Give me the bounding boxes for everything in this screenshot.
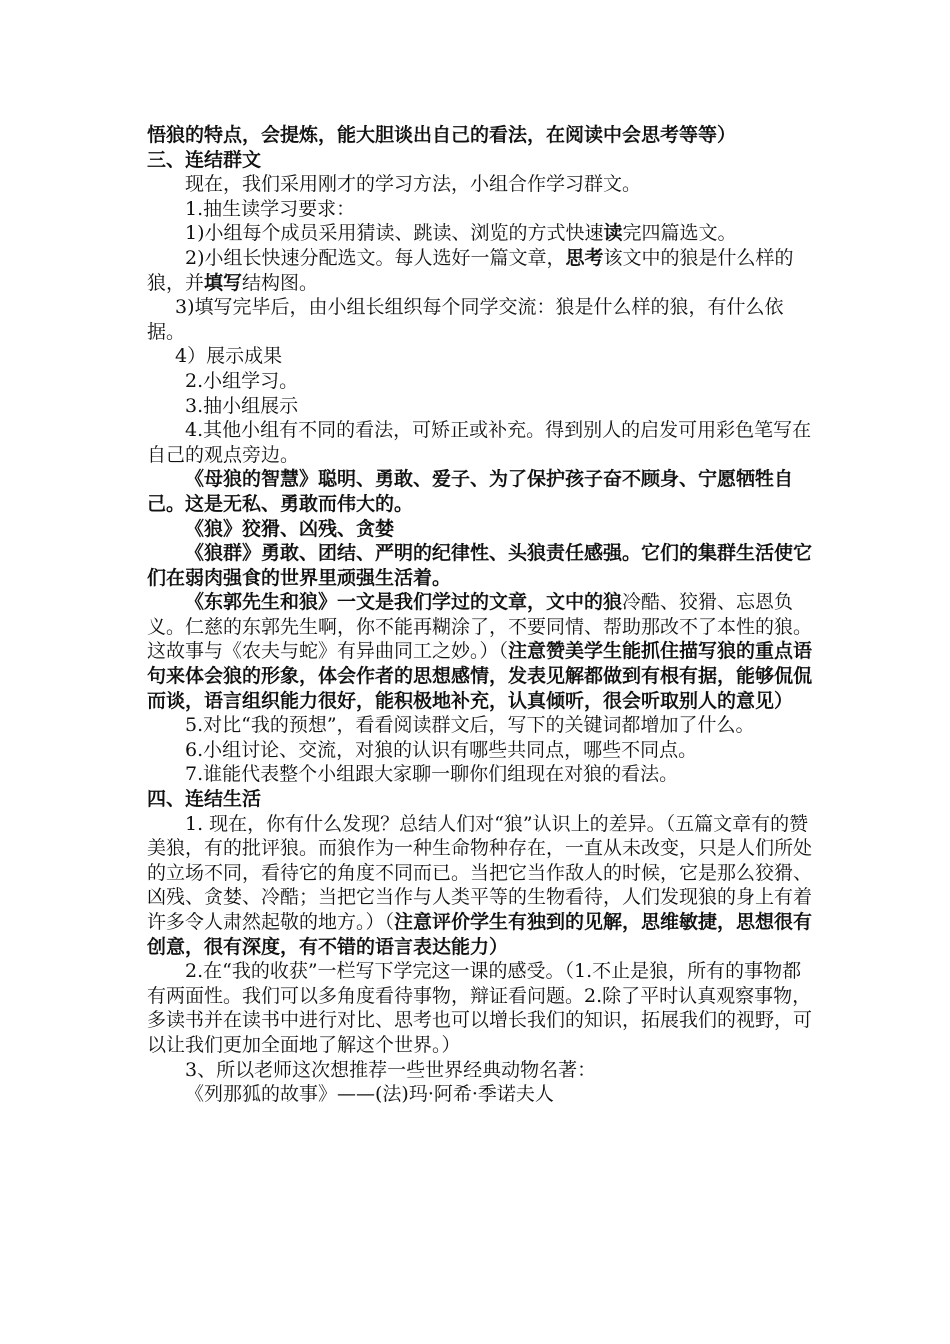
para-step-4: 4.其他小组有不同的看法，可矫正或补充。得到别人的启发可用彩色笔写在自己的观点旁边。	[147, 419, 812, 466]
para-book-1: 《列那狐的故事》——(法)玛·阿希·季诺夫人	[185, 1083, 554, 1106]
dongguo-bold: 《东郭先生和狼》一文是我们学过的文章，文中的狼	[185, 591, 623, 614]
para-life-1	[147, 812, 817, 960]
para-step-3: 3.抽小组展示	[185, 394, 299, 417]
para-req-3: 3)填写完毕后，由小组长组织每个同学交流：狼是什么样的狼，有什么依据。	[147, 296, 784, 343]
para-wolf: 《狼》狡猾、凶残、贪婪	[185, 517, 395, 540]
para-continuation: 悟狼的特点，会提炼，能大胆谈出自己的看法，在阅读中会思考等等）	[147, 124, 737, 146]
req-1-text: 1)小组每个成员采用猜读、跳读、浏览的方式快速	[185, 222, 604, 245]
para-step-2: 2.小组学习。	[185, 369, 299, 392]
req-2-text: 2)小组长快速分配选文。每人选好一篇文章，	[185, 246, 566, 269]
req-2-bold-a: 思考	[565, 246, 604, 269]
para-intro: 现在，我们采用刚才的学习方法，小组合作学习群文。	[185, 173, 642, 196]
section-heading-4: 四、连结生活	[147, 788, 262, 811]
para-step-6: 6.小组讨论、交流，对狼的认识有哪些共同点，哪些不同点。	[185, 738, 698, 761]
life-1-text: 1. 现在，你有什么发现？总结人们对“狼”认识上的差异。（五篇文章有的赞美狼，有的批评狼。而狼作为一种生命物种存在，一直从未改变，只是人们所处的立场不同，看待它的角度不同而已。当把它当作敌人的时候，它是那么狡猾、凶残、贪婪、冷酷；当把它当作与人类平等的生物看待，人们发现狼的身上有着许多令人肃然起敬的地方。）（	[147, 812, 813, 933]
dongguo-note: 注意赞美学生能抓住描写狼的重点语句来体会狼的形象，体会作者的思想感情，发表见解都做到有根有据，能够侃侃而谈，语言组织能力很好，能积极地补充，认真倾听，很会听取别人的意见）	[147, 640, 813, 712]
para-dongguo	[147, 590, 817, 713]
section-heading-3: 三、连结群文	[147, 148, 262, 171]
para-requirements: 1.抽生读学习要求：	[185, 197, 356, 220]
para-req-1	[147, 221, 817, 246]
req-2-text-mid: 该文中的狼是什么样的狼，并	[147, 246, 794, 294]
para-step-7: 7.谁能代表整个小组跟大家聊一聊你们组现在对狼的看法。	[185, 763, 679, 786]
para-wolf-pack: 《狼群》勇敢、团结、严明的纪律性、头狼责任感强。它们的集群生活使它们在弱肉强食的世界里顽强生活着。	[147, 542, 813, 589]
req-1-text-end: 完四篇选文。	[622, 222, 737, 245]
para-req-2	[147, 246, 817, 295]
req-2-text-end: 结构图。	[242, 271, 319, 294]
para-life-2: 2.在“我的收获”一栏写下学完这一课的感受。（1.不止是狼，所有的事物都有两面性。我们可以多角度看待事物，辩证看问题。2.除了平时认真观察事物，多读书并在读书中进行对比、思考也可以增长我们的知识，拓展我们的视野，可以让我们更加全面地了解这个世界。）	[147, 960, 813, 1056]
req-1-bold: 读	[603, 222, 623, 245]
req-2-bold-b: 填写	[204, 271, 243, 294]
para-req-4: 4）展示成果	[175, 345, 283, 368]
para-mother-wolf: 《母狼的智慧》聪明、勇敢、爱子、为了保护孩子奋不顾身、宁愿牺牲自己。这是无私、勇敢而伟大的。	[147, 468, 794, 515]
life-1-note: 注意评价学生有独到的见解，思维敏捷，思想很有创意，很有深度，有不错的语言表达能力）	[147, 911, 813, 958]
dongguo-text: 冷酷、狡猾、忘恩负义。仁慈的东郭先生啊，你不能再糊涂了，不要同情、帮助那改不了本性的狼。这故事与《农夫与蛇》有异曲同工之妙。）（	[147, 591, 813, 663]
para-step-5: 5.对比“我的预想”，看看阅读群文后，写下的关键词都增加了什么。	[185, 714, 755, 737]
document-page	[147, 123, 817, 1107]
para-life-3: 3、所以老师这次想推荐一些世界经典动物名著：	[185, 1058, 597, 1081]
